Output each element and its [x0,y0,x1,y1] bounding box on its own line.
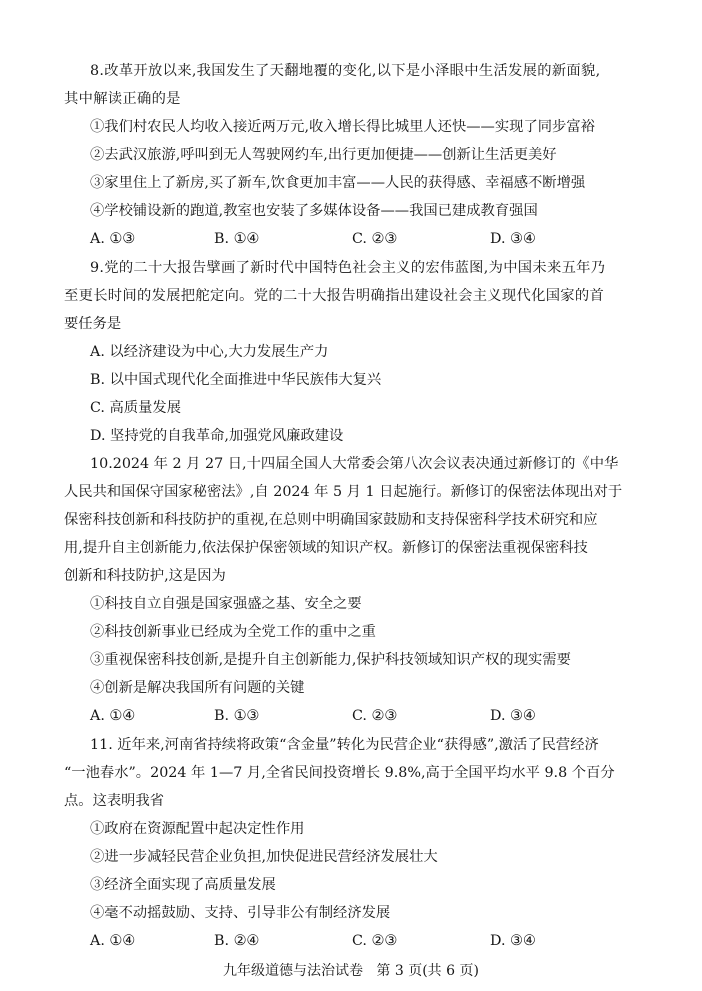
q10-choice-a: A. ①④ [90,708,136,724]
q10-choice-d: D. ③④ [490,708,536,724]
q10-option-1: ①科技自立自强是国家强盛之基、安全之要 [90,596,362,612]
q11-stem-line-2: “一池春水”。2024 年 1—7 月,全省民间投资增长 9.8%,高于全国平均水平 9.8 个百分 [64,765,615,781]
q9-option-a: A. 以经济建设为中心,大力发展生产力 [90,344,329,360]
q9-option-b: B. 以中国式现代化全面推进中华民族伟大复兴 [90,372,382,388]
q9-option-c: C. 高质量发展 [90,400,182,416]
q8-option-3: ③家里住上了新房,买了新车,饮食更加丰富——人民的获得感、幸福感不断增强 [90,175,586,191]
q11-option-4: ④毫不动摇鼓励、支持、引导非公有制经济发展 [90,905,391,921]
q11-choice-a: A. ①④ [90,933,136,949]
q10-stem-line-5: 创新和科技防护,这是因为 [64,568,226,584]
q11-stem-line-1: 11. 近年来,河南省持续将政策“含金量”转化为民营企业“获得感”,激活了民营经济 [90,737,599,753]
q10-option-4: ④创新是解决我国所有问题的关键 [90,680,305,696]
q10-stem-line-4: 用,提升自主创新能力,依法保护保密领域的知识产权。新修订的保密法重视保密科技 [64,540,588,556]
q8-choice-c: C. ②③ [352,231,398,247]
q11-option-2: ②进一步减轻民营企业负担,加快促进民营经济发展壮大 [90,849,438,865]
q10-stem-line-1: 10.2024 年 2 月 27 日,十四届全国人大常委会第八次会议表决通过新修订的《中华 [90,456,619,472]
q10-choice-b: B. ①③ [214,708,260,724]
q11-option-1: ①政府在资源配置中起决定性作用 [90,821,305,837]
page-footer: 九年级道德与法治试卷 第 3 页(共 6 页) [223,963,479,979]
q10-choice-c: C. ②③ [352,708,398,724]
q9-stem-line-2: 至更长时间的发展把舵定向。党的二十大报告明确指出建设社会主义现代化国家的首 [64,288,605,304]
q9-option-d: D. 坚持党的自我革命,加强党风廉政建设 [90,428,344,444]
q11-option-3: ③经济全面实现了高质量发展 [90,877,276,893]
q9-stem-line-1: 9.党的二十大报告擘画了新时代中国特色社会主义的宏伟蓝图,为中国未来五年乃 [90,260,606,276]
q10-stem-line-2: 人民共和国保守国家秘密法》,自 2024 年 5 月 1 日起施行。新修订的保密法体现出对于 [64,484,623,500]
q10-option-2: ②科技创新事业已经成为全党工作的重中之重 [90,624,376,640]
q8-stem-line-2: 其中解读正确的是 [64,91,181,107]
q8-option-1: ①我们村农民人均收入接近两万元,收入增长得比城里人还快——实现了同步富裕 [90,119,595,135]
q8-choice-d: D. ③④ [490,231,536,247]
q10-option-3: ③重视保密科技创新,是提升自主创新能力,保护科技领域知识产权的现实需要 [90,652,571,668]
q11-stem-line-3: 点。这表明我省 [64,793,165,809]
q8-choice-b: B. ①④ [214,231,260,247]
q8-option-2: ②去武汉旅游,呼叫到无人驾驶网约车,出行更加便捷——创新让生活更美好 [90,147,557,163]
q8-option-4: ④学校铺设新的跑道,教室也安装了多媒体设备——我国已建成教育强国 [90,203,538,219]
q11-choice-d: D. ③④ [490,933,536,949]
q11-choice-c: C. ②③ [352,933,398,949]
q10-stem-line-3: 保密科技创新和科技防护的重视,在总则中明确国家鼓励和支持保密科学技术研究和应 [64,512,598,528]
q8-stem-line-1: 8.改革开放以来,我国发生了天翻地覆的变化,以下是小泽眼中生活发展的新面貌, [90,63,601,79]
q11-choice-b: B. ②④ [214,933,260,949]
q8-choice-a: A. ①③ [90,231,136,247]
q9-stem-line-3: 要任务是 [64,316,122,332]
